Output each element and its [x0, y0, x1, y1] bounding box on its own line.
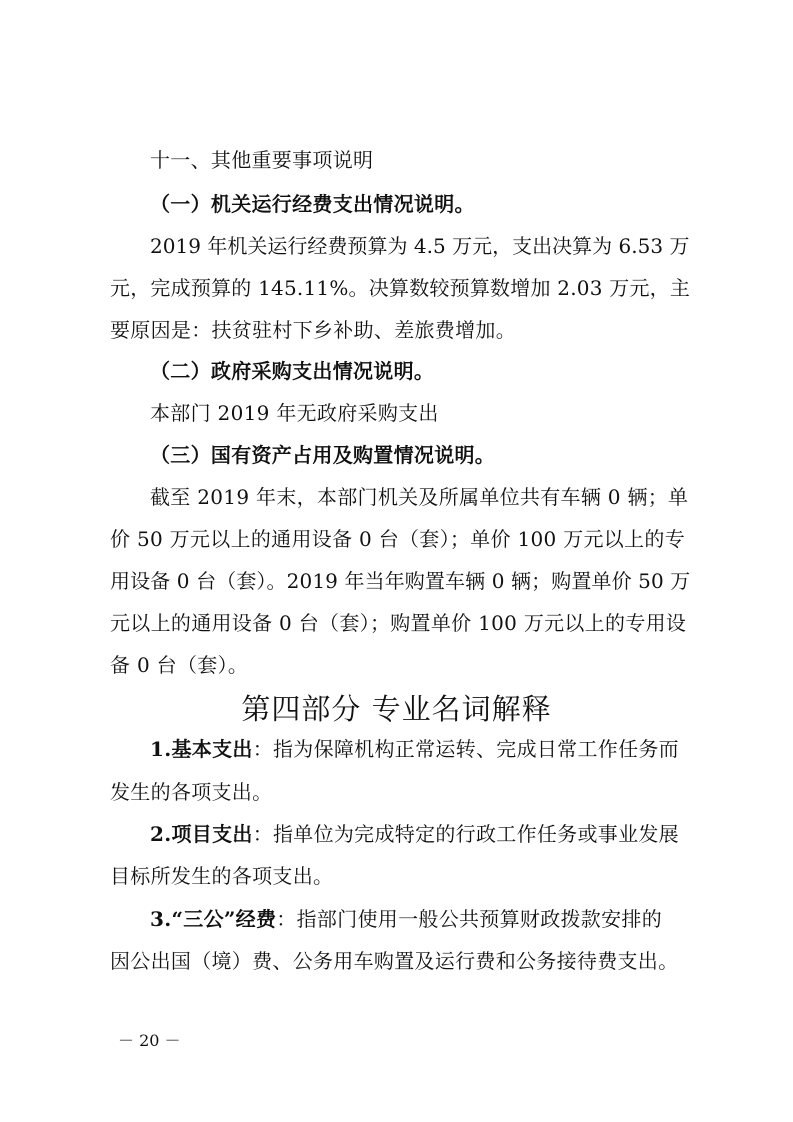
term-name: 2.项目支出 [150, 822, 253, 846]
paragraph-line: 因公出国（境）费、公务用车购置及运行费和公务接待费支出。 [110, 949, 679, 973]
paragraph-line: 本部门 2019 年无政府采购支出 [150, 401, 439, 425]
term-definition-2 [150, 819, 679, 849]
paragraph-line: 目标所发生的各项支出。 [110, 864, 334, 888]
term-definition-text: ：指为保障机构正常运转、完成日常工作任务而 [252, 737, 679, 761]
paragraph-line: 2019 年机关运行经费预算为 4.5 万元，支出决算为 6.53 万 [150, 234, 690, 258]
term-name: 1.基本支出 [150, 737, 253, 761]
subsection-3-heading: （三）国有资产占用及购置情况说明。 [150, 443, 496, 467]
part-4-title: 第四部分 专业名词解释 [241, 692, 552, 726]
subsection-1-heading: （一）机关运行经费支出情况说明。 [150, 192, 475, 216]
term-name: 3.“三公”经费 [150, 907, 277, 931]
page-number: － 20 － [118, 1031, 181, 1050]
paragraph-line: 截至 2019 年末，本部门机关及所属单位共有车辆 0 辆；单 [150, 485, 689, 509]
paragraph-line: 发生的各项支出。 [110, 780, 273, 804]
term-definition-3 [150, 904, 662, 934]
paragraph-line: 用设备 0 台（套）。2019 年当年购置车辆 0 辆；购置单价 50 万 [110, 569, 691, 593]
term-definition-1 [150, 734, 679, 764]
term-definition-text: ：指单位为完成特定的行政工作任务或事业发展 [252, 822, 679, 846]
paragraph-line: 元，完成预算的 145.11%。决算数较预算数增加 2.03 万元，主 [110, 276, 691, 300]
term-definition-text: ：指部门使用一般公共预算财政拨款安排的 [276, 907, 662, 931]
subsection-2-heading: （二）政府采购支出情况说明。 [150, 359, 435, 383]
paragraph-line: 备 0 台（套）。 [110, 653, 249, 677]
paragraph-line: 元以上的通用设备 0 台（套）；购置单价 100 万元以上的专用设 [110, 611, 687, 635]
paragraph-line: 要原因是：扶贫驻村下乡补助、差旅费增加。 [110, 318, 516, 342]
paragraph-line: 价 50 万元以上的通用设备 0 台（套）；单价 100 万元以上的专 [110, 527, 685, 551]
section-11-heading: 十一、其他重要事项说明 [150, 148, 374, 172]
